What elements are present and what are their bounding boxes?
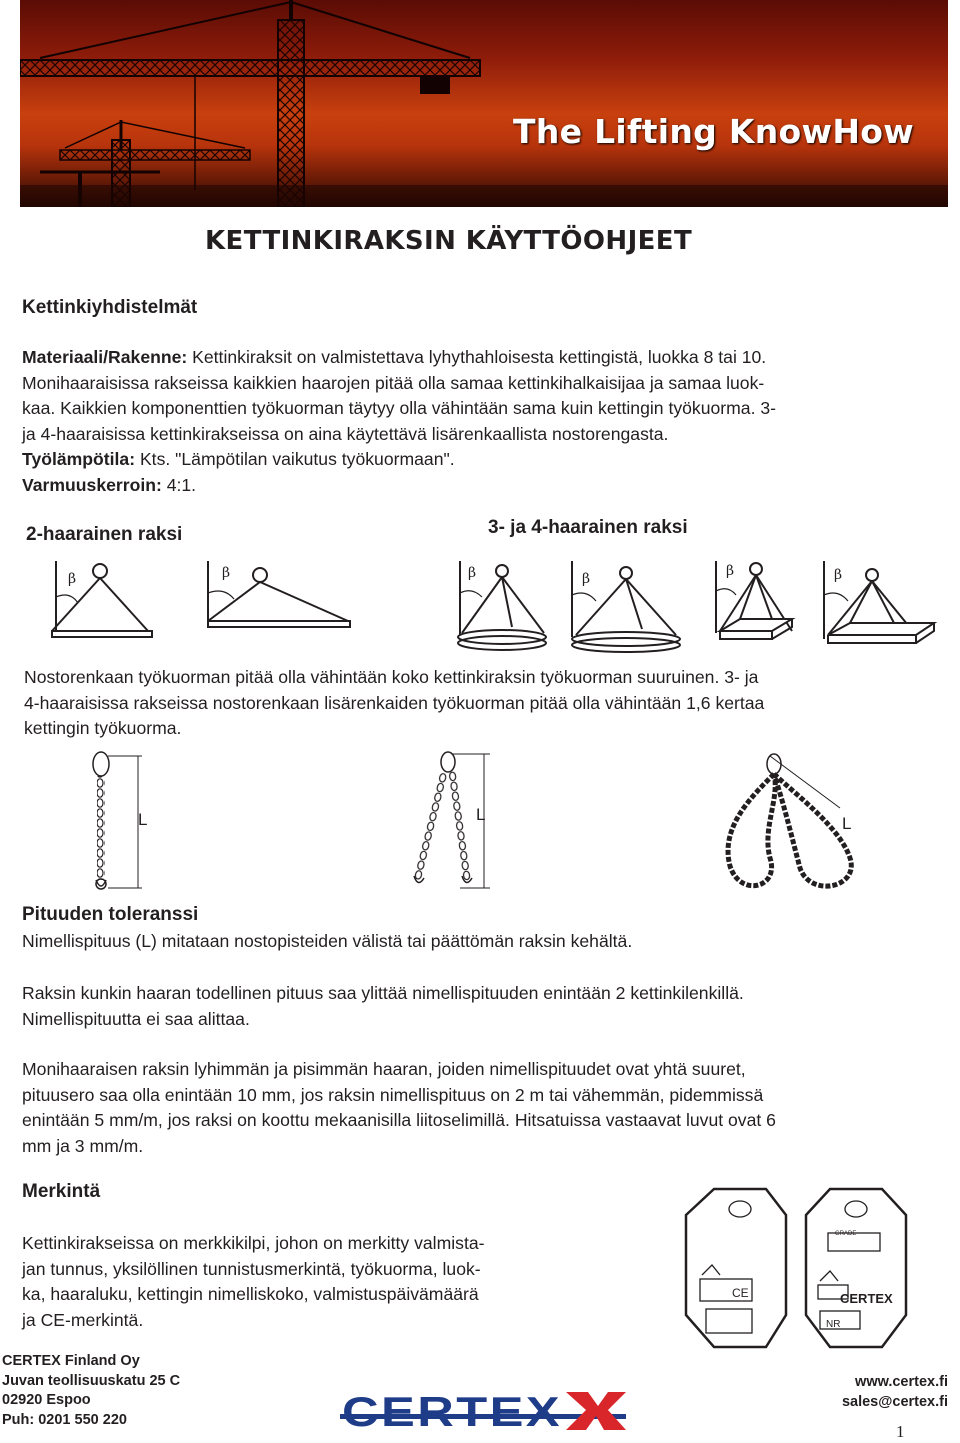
footer-phone: Puh: 0201 550 220 <box>2 1411 127 1428</box>
tag-nr-label: NR <box>826 1319 841 1330</box>
footer-street: Juvan teollisuuskatu 25 C <box>2 1372 181 1389</box>
text-line: Monihaaraisissa rakseissa kaikkien haarojen pitää olla samaa kettinkihalkaisijaa ja samaa luok- <box>22 372 765 393</box>
text-line <box>22 447 776 473</box>
beta-label: β <box>834 567 843 583</box>
text-line: kaa. Kaikkien komponenttien työkuorman täytyy olla vähintään sama kuin kettingin työkuorma. 3- <box>22 398 776 419</box>
header-banner <box>20 0 948 207</box>
beta-label: β <box>582 571 591 587</box>
footer-postal: 02920 Espoo <box>2 1392 91 1408</box>
footer-address <box>2 1352 180 1430</box>
tolerance-p3 <box>22 1057 776 1159</box>
text-span: Kettinkiraksit on valmistettava lyhythahloisesta kettingistä, luokka 8 tai 10. <box>187 347 767 367</box>
length-label: L <box>842 814 852 833</box>
length-label: L <box>476 805 486 824</box>
footer-company: CERTEX Finland Oy <box>2 1353 140 1369</box>
marking-paragraph <box>22 1231 484 1333</box>
footer-contact <box>842 1373 948 1412</box>
text-line: Raksin kunkin haaran todellinen pituus saa ylittää nimellispituuden enintään 2 kettinkilenkillä. <box>22 983 744 1003</box>
two-leg-sling-heading: 2-haarainen raksi <box>26 524 183 545</box>
footer-web-link[interactable]: www.certex.fi <box>855 1374 948 1390</box>
text-line: Monihaaraisen raksin lyhimmän ja pisimmän haaran, joiden nimellispituudet ovat yhtä suuret, <box>22 1059 746 1079</box>
tag-grade-label: GRADE <box>835 1231 857 1237</box>
text-span: Kts. "Lämpötilan vaikutus työkuormaan". <box>135 449 455 470</box>
logo-wordmark: CERTEX <box>342 1388 562 1432</box>
text-line: enintään 5 mm/m, jos raksi on koottu mekaanisilla liitoselimillä. Hitsatuissa vastaavat luvut ovat 6 <box>22 1110 776 1131</box>
sling-angle-diagrams <box>20 555 950 660</box>
section-heading-combinations: Kettinkiyhdistelmät <box>22 297 198 318</box>
banner-title: The Lifting KnowHow <box>513 112 914 151</box>
tag-ce-mark: CE <box>732 1286 749 1300</box>
text-line: kettingin työkuorma. <box>24 718 182 739</box>
single-leg-chain <box>93 752 142 889</box>
safety-factor-label: Varmuuskerroin: <box>22 474 162 495</box>
crane-silhouette-image <box>20 0 948 207</box>
text-line: ja 4-haaraisissa kettinkirakseissa on aina käytettävä lisärenkaallista nostorengasta. <box>22 423 669 444</box>
length-diagrams <box>80 748 880 898</box>
ring-paragraph <box>24 665 764 742</box>
marking-tag-illustrations <box>680 1185 940 1355</box>
text-line <box>22 345 776 371</box>
temperature-label: Työlämpötila: <box>22 449 136 470</box>
text-line: Nostorenkaan työkuorman pitää olla vähintään koko kettinkiraksin työkuorman suuruinen. 3- ja <box>24 667 759 687</box>
two-leg-diagram-1 <box>52 561 152 637</box>
text-line: ja CE-merkintä. <box>22 1309 144 1330</box>
certex-logo <box>340 1388 626 1432</box>
beta-label: β <box>468 565 477 581</box>
text-line: jan tunnus, yksilöllinen tunnistusmerkintä, työkuorma, luok- <box>22 1258 481 1279</box>
loop-chain <box>728 754 851 886</box>
beta-label: β <box>222 565 231 581</box>
text-line: 4-haaraisissa rakseissa nostorenkaan lisärenkaiden työkuorman pitää olla vähintään 1,6 kertaa <box>24 692 765 713</box>
text-line: mm ja 3 mm/m. <box>22 1135 144 1156</box>
tolerance-p1: Nimellispituus (L) mitataan nostopisteiden välistä tai päättömän raksin kehältä. <box>22 931 633 951</box>
text-line: ka, haaraluku, kettingin nimelliskoko, valmistuspäivämäärä <box>22 1284 479 1305</box>
text-line: Nimellispituutta ei saa alittaa. <box>22 1008 250 1029</box>
beta-label: β <box>68 571 77 587</box>
length-label: L <box>138 810 148 829</box>
tolerance-p2 <box>22 981 744 1032</box>
material-paragraph <box>22 345 776 499</box>
marking-heading: Merkintä <box>22 1181 101 1202</box>
text-line: Kettinkirakseissa on merkkikilpi, johon on merkitty valmista- <box>22 1233 485 1253</box>
footer-email-link[interactable]: sales@certex.fi <box>841 1393 948 1410</box>
tag-brand-label: CERTEX <box>840 1291 893 1306</box>
material-label: Materiaali/Rakenne: <box>22 347 188 367</box>
page-title: KETTINKIRAKSIN KÄYTTÖOHJEET <box>205 226 693 256</box>
page-number: 1 <box>896 1422 905 1441</box>
tolerance-heading: Pituuden toleranssi <box>22 904 199 925</box>
multi-leg-sling-heading: 3- ja 4-haarainen raksi <box>488 517 688 538</box>
beta-label: β <box>726 563 735 579</box>
text-span: 4:1. <box>161 474 197 495</box>
text-line <box>22 473 776 499</box>
text-line: pituusero saa olla enintään 10 mm, jos raksin nimellispituus on 2 m tai vähemmän, pidemmissä <box>22 1084 764 1105</box>
